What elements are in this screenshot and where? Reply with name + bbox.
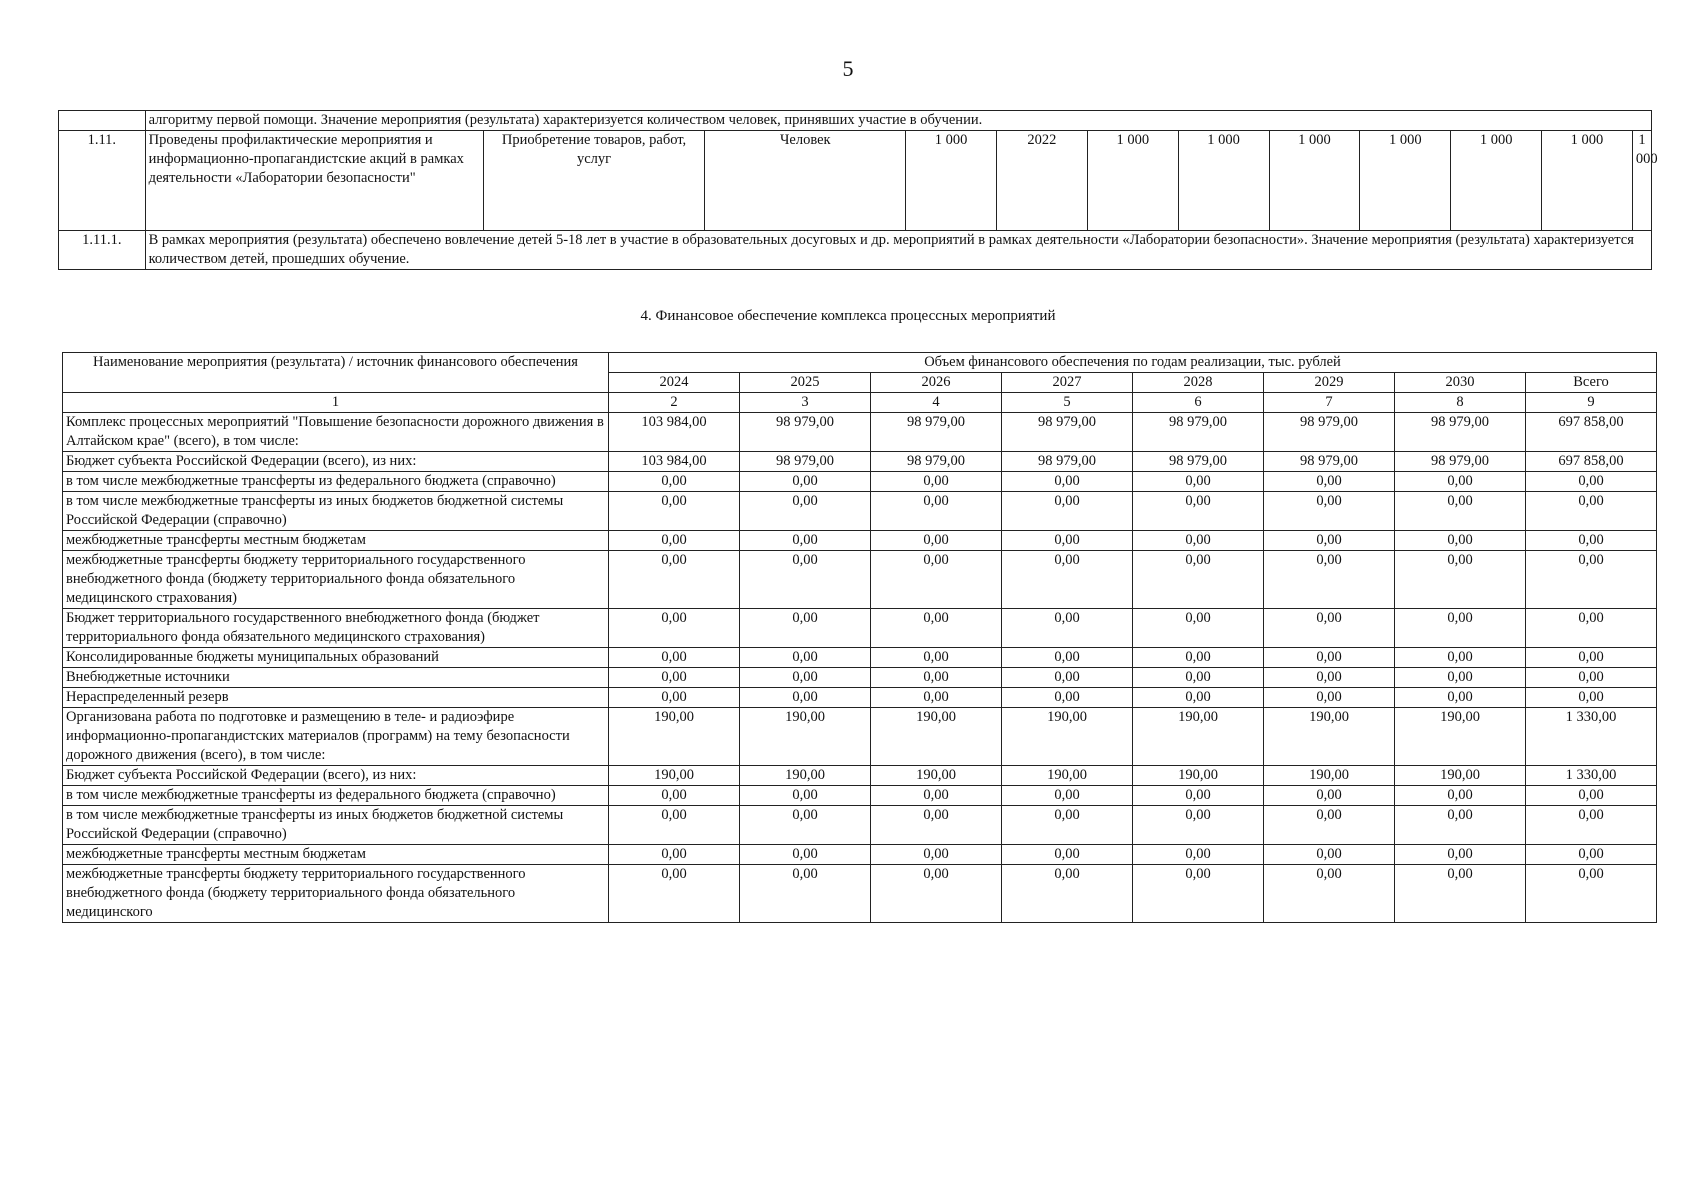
value-cell: 0,00 [1002, 648, 1133, 668]
value-cell: 0,00 [740, 806, 871, 845]
value-cell: 1 000 [1087, 131, 1178, 231]
value-cell: 190,00 [740, 766, 871, 786]
value-cell: 0,00 [740, 786, 871, 806]
value-cell: 0,00 [609, 668, 740, 688]
total-cell: 1 330,00 [1526, 766, 1657, 786]
page-number: 5 [842, 56, 854, 81]
total-cell: 0,00 [1526, 668, 1657, 688]
table-row [63, 865, 1657, 923]
value-cell: 0,00 [1395, 786, 1526, 806]
value-cell: 1 000 [1360, 131, 1451, 231]
value-cell: 0,00 [1395, 492, 1526, 531]
year-header: 2026 [871, 373, 1002, 393]
value-cell: 0,00 [871, 609, 1002, 648]
value-cell: 0,00 [1395, 609, 1526, 648]
value-cell: 98 979,00 [740, 452, 871, 472]
total-cell: 697 858,00 [1526, 452, 1657, 472]
value-cell: 0,00 [609, 648, 740, 668]
value-cell: 0,00 [1133, 845, 1264, 865]
sub-row-text: В рамках мероприятия (результата) обеспечено вовлечение детей 5-18 лет в участие в образовательных досуговых и др. мероприятий в рамках деятельности «Лаборатории безопасности». Значение мероприятия (результата) характеризуется количеством детей, прошедших обучение. [145, 231, 1651, 270]
source-name: Внебюджетные источники [63, 668, 609, 688]
value-cell: 0,00 [1002, 609, 1133, 648]
value-cell: 0,00 [740, 845, 871, 865]
column-number: 4 [871, 393, 1002, 413]
value-cell: 0,00 [871, 551, 1002, 609]
value-cell: 190,00 [1002, 766, 1133, 786]
value-cell: 0,00 [871, 865, 1002, 923]
column-number: 9 [1526, 393, 1657, 413]
source-name: в том числе межбюджетные трансферты из иных бюджетов бюджетной системы Российской Федерации (справочно) [63, 806, 609, 845]
value-cell: 0,00 [1395, 648, 1526, 668]
value-cell: 0,00 [871, 668, 1002, 688]
year-header: 2027 [1002, 373, 1133, 393]
source-name: межбюджетные трансферты местным бюджетам [63, 845, 609, 865]
value-cell: 0,00 [609, 531, 740, 551]
table-row [63, 668, 1657, 688]
value-cell: 1 000 [1451, 131, 1542, 231]
total-cell: 0,00 [1526, 648, 1657, 668]
value-cell: 103 984,00 [609, 452, 740, 472]
column-number: 7 [1264, 393, 1395, 413]
table-row [59, 231, 1652, 270]
value-cell: 98 979,00 [1002, 413, 1133, 452]
top-text: алгоритму первой помощи. Значение мероприятия (результата) характеризуется количеством человек, принявших участие в обучении. [145, 111, 1651, 131]
value-cell: 0,00 [1264, 531, 1395, 551]
value-cell: 0,00 [871, 531, 1002, 551]
column-number-row [63, 393, 1657, 413]
value-cell: 190,00 [1264, 766, 1395, 786]
value-cell: 190,00 [1395, 708, 1526, 766]
source-name: межбюджетные трансферты местным бюджетам [63, 531, 609, 551]
table-row [59, 131, 1652, 231]
source-name: межбюджетные трансферты бюджету территориального государственного внебюджетного фонда (бюджету территориального фонда обязательного медицинского страхования) [63, 551, 609, 609]
value-cell: 0,00 [740, 551, 871, 609]
value-cell: 0,00 [871, 648, 1002, 668]
value-cell: 98 979,00 [1264, 452, 1395, 472]
year-header: 2028 [1133, 373, 1264, 393]
value-cell: 0,00 [609, 492, 740, 531]
value-cell: 0,00 [1395, 865, 1526, 923]
value-cell: 0,00 [1264, 609, 1395, 648]
value-cell: 0,00 [1002, 865, 1133, 923]
value-cell: 0,00 [1002, 688, 1133, 708]
value-cell: 98 979,00 [1133, 452, 1264, 472]
value-cell: 0,00 [1264, 865, 1395, 923]
value-cell: 190,00 [1133, 766, 1264, 786]
total-header: Всего [1526, 373, 1657, 393]
value-cell: 190,00 [1002, 708, 1133, 766]
value-cell: 0,00 [1002, 668, 1133, 688]
value-cell: 0,00 [1395, 472, 1526, 492]
value-cell: 98 979,00 [1264, 413, 1395, 452]
table-row [63, 609, 1657, 648]
value-cell: 0,00 [1264, 648, 1395, 668]
value-cell: 190,00 [871, 708, 1002, 766]
row-number: 1.11.1. [59, 231, 146, 270]
total-cell: 0,00 [1526, 551, 1657, 609]
table-row [63, 551, 1657, 609]
table-row [63, 648, 1657, 668]
source-name: Нераспределенный резерв [63, 688, 609, 708]
value-cell: 0,00 [1002, 845, 1133, 865]
value-cell: 0,00 [609, 786, 740, 806]
value-cell: 190,00 [1395, 766, 1526, 786]
table-row [63, 786, 1657, 806]
total-cell: 0,00 [1526, 492, 1657, 531]
year-header: 2025 [740, 373, 871, 393]
value-cell: 1 000 [1178, 131, 1269, 231]
source-name: в том числе межбюджетные трансферты из иных бюджетов бюджетной системы Российской Федерации (справочно) [63, 492, 609, 531]
value-cell: 0,00 [1264, 551, 1395, 609]
value-cell: 0,00 [609, 806, 740, 845]
source-name: Бюджет субъекта Российской Федерации (всего), из них: [63, 452, 609, 472]
total-cell: 697 858,00 [1526, 413, 1657, 452]
value-cell: 0,00 [740, 688, 871, 708]
value-cell: 0,00 [871, 472, 1002, 492]
value-cell: 98 979,00 [740, 413, 871, 452]
value-cell: 98 979,00 [1395, 413, 1526, 452]
value-cell: 0,00 [1002, 492, 1133, 531]
value-cell: 0,00 [871, 688, 1002, 708]
value-cell: 0,00 [740, 531, 871, 551]
year-header: 2029 [1264, 373, 1395, 393]
value-cell: 0,00 [1264, 806, 1395, 845]
value-cell: 0,00 [740, 472, 871, 492]
value-cell: 98 979,00 [871, 413, 1002, 452]
value-cell: 0,00 [609, 845, 740, 865]
table-row [63, 531, 1657, 551]
value-cell: 0,00 [1133, 609, 1264, 648]
value-cell: 0,00 [1002, 806, 1133, 845]
value-cell: 0,00 [1133, 648, 1264, 668]
total-cell: 0,00 [1526, 865, 1657, 923]
value-cell: 0,00 [1264, 492, 1395, 531]
total-cell: 0,00 [1526, 845, 1657, 865]
value-cell: 0,00 [871, 786, 1002, 806]
value-cell: 0,00 [1133, 492, 1264, 531]
value-cell: 0,00 [1133, 472, 1264, 492]
total-cell: 0,00 [1526, 609, 1657, 648]
value-cell: 0,00 [1133, 806, 1264, 845]
source-name: Организована работа по подготовке и размещению в теле- и радиоэфире информационно-пропагандистских материалов (программ) на тему безопасности дорожного движения (всего), в том числе: [63, 708, 609, 766]
value-cell: 0,00 [1395, 551, 1526, 609]
value-cell: 190,00 [871, 766, 1002, 786]
value-cell: 0,00 [609, 551, 740, 609]
source-name: Консолидированные бюджеты муниципальных образований [63, 648, 609, 668]
value-cell: 1 000 [1632, 131, 1651, 231]
total-cell: 0,00 [1526, 531, 1657, 551]
value-cell: 0,00 [740, 668, 871, 688]
finance-table [62, 352, 1657, 923]
finance-table-body [63, 413, 1657, 923]
table-row [63, 492, 1657, 531]
column-number: 1 [63, 393, 609, 413]
value-cell: 0,00 [871, 806, 1002, 845]
unit: Человек [705, 131, 906, 231]
table-row [63, 452, 1657, 472]
table-row [63, 708, 1657, 766]
base-value: 1 000 [906, 131, 997, 231]
column-number: 8 [1395, 393, 1526, 413]
value-cell: 190,00 [609, 708, 740, 766]
table-row [63, 413, 1657, 452]
column-number: 6 [1133, 393, 1264, 413]
value-cell: 0,00 [740, 609, 871, 648]
event-name: Проведены профилактические мероприятия и информационно-пропагандистские акций в рамках деятельности «Лаборатории безопасности" [145, 131, 483, 231]
source-name: в том числе межбюджетные трансферты из федерального бюджета (справочно) [63, 786, 609, 806]
source-name: межбюджетные трансферты бюджету территориального государственного внебюджетного фонда (бюджету территориального фонда обязательного медицинского [63, 865, 609, 923]
year-header: 2030 [1395, 373, 1526, 393]
value-cell: 0,00 [1002, 531, 1133, 551]
value-cell: 0,00 [609, 688, 740, 708]
value-cell: 0,00 [740, 865, 871, 923]
value-cell: 0,00 [1264, 786, 1395, 806]
value-cell: 0,00 [1133, 865, 1264, 923]
value-cell: 0,00 [609, 865, 740, 923]
value-cell: 0,00 [609, 609, 740, 648]
row-number: 1.11. [59, 131, 146, 231]
value-cell: 98 979,00 [1133, 413, 1264, 452]
value-cell: 103 984,00 [609, 413, 740, 452]
base-year: 2022 [997, 131, 1088, 231]
value-cell: 190,00 [609, 766, 740, 786]
header-name: Наименование мероприятия (результата) / источник финансового обеспечения [63, 353, 609, 393]
total-cell: 1 330,00 [1526, 708, 1657, 766]
value-cell: 0,00 [871, 492, 1002, 531]
source-name: Бюджет субъекта Российской Федерации (всего), из них: [63, 766, 609, 786]
event-type: Приобретение товаров, работ, услуг [483, 131, 705, 231]
total-cell: 0,00 [1526, 786, 1657, 806]
value-cell: 0,00 [1264, 845, 1395, 865]
value-cell: 0,00 [1395, 806, 1526, 845]
table-row [63, 845, 1657, 865]
column-number: 5 [1002, 393, 1133, 413]
value-cell: 0,00 [1264, 472, 1395, 492]
value-cell: 0,00 [609, 472, 740, 492]
header-volume: Объем финансового обеспечения по годам реализации, тыс. рублей [609, 353, 1657, 373]
value-cell: 0,00 [1133, 668, 1264, 688]
value-cell: 0,00 [1264, 688, 1395, 708]
value-cell: 0,00 [1133, 688, 1264, 708]
source-name: в том числе межбюджетные трансферты из федерального бюджета (справочно) [63, 472, 609, 492]
total-cell: 0,00 [1526, 472, 1657, 492]
table-row [63, 472, 1657, 492]
value-cell: 0,00 [1133, 786, 1264, 806]
value-cell: 1 000 [1269, 131, 1360, 231]
value-cell: 0,00 [1395, 845, 1526, 865]
source-name: Комплекс процессных мероприятий "Повышение безопасности дорожного движения в Алтайском крае" (всего), в том числе: [63, 413, 609, 452]
value-cell: 98 979,00 [1002, 452, 1133, 472]
year-header: 2024 [609, 373, 740, 393]
value-cell: 98 979,00 [871, 452, 1002, 472]
total-cell: 0,00 [1526, 806, 1657, 845]
value-cell: 1 000 [1542, 131, 1633, 231]
value-cell: 0,00 [871, 845, 1002, 865]
value-cell: 0,00 [1133, 531, 1264, 551]
table-row [63, 688, 1657, 708]
table-row [59, 111, 1652, 131]
value-cell: 190,00 [740, 708, 871, 766]
value-cell: 0,00 [1395, 531, 1526, 551]
value-cell: 0,00 [1395, 668, 1526, 688]
table-row [63, 806, 1657, 845]
table-row [63, 766, 1657, 786]
value-cell: 0,00 [740, 648, 871, 668]
value-cell: 0,00 [1002, 472, 1133, 492]
value-cell: 190,00 [1264, 708, 1395, 766]
source-name: Бюджет территориального государственного внебюджетного фонда (бюджет территориального фонда обязательного медицинского страхования) [63, 609, 609, 648]
indicators-table [58, 110, 1658, 270]
value-cell: 0,00 [1002, 786, 1133, 806]
column-number: 2 [609, 393, 740, 413]
section-title: 4. Финансовое обеспечение комплекса процессных мероприятий [640, 308, 1056, 324]
value-cell: 0,00 [1395, 688, 1526, 708]
value-cell: 0,00 [740, 492, 871, 531]
value-cell: 190,00 [1133, 708, 1264, 766]
value-cell: 0,00 [1002, 551, 1133, 609]
column-number: 3 [740, 393, 871, 413]
header-row [63, 353, 1657, 373]
total-cell: 0,00 [1526, 688, 1657, 708]
value-cell: 0,00 [1133, 551, 1264, 609]
value-cell: 0,00 [1264, 668, 1395, 688]
value-cell: 98 979,00 [1395, 452, 1526, 472]
